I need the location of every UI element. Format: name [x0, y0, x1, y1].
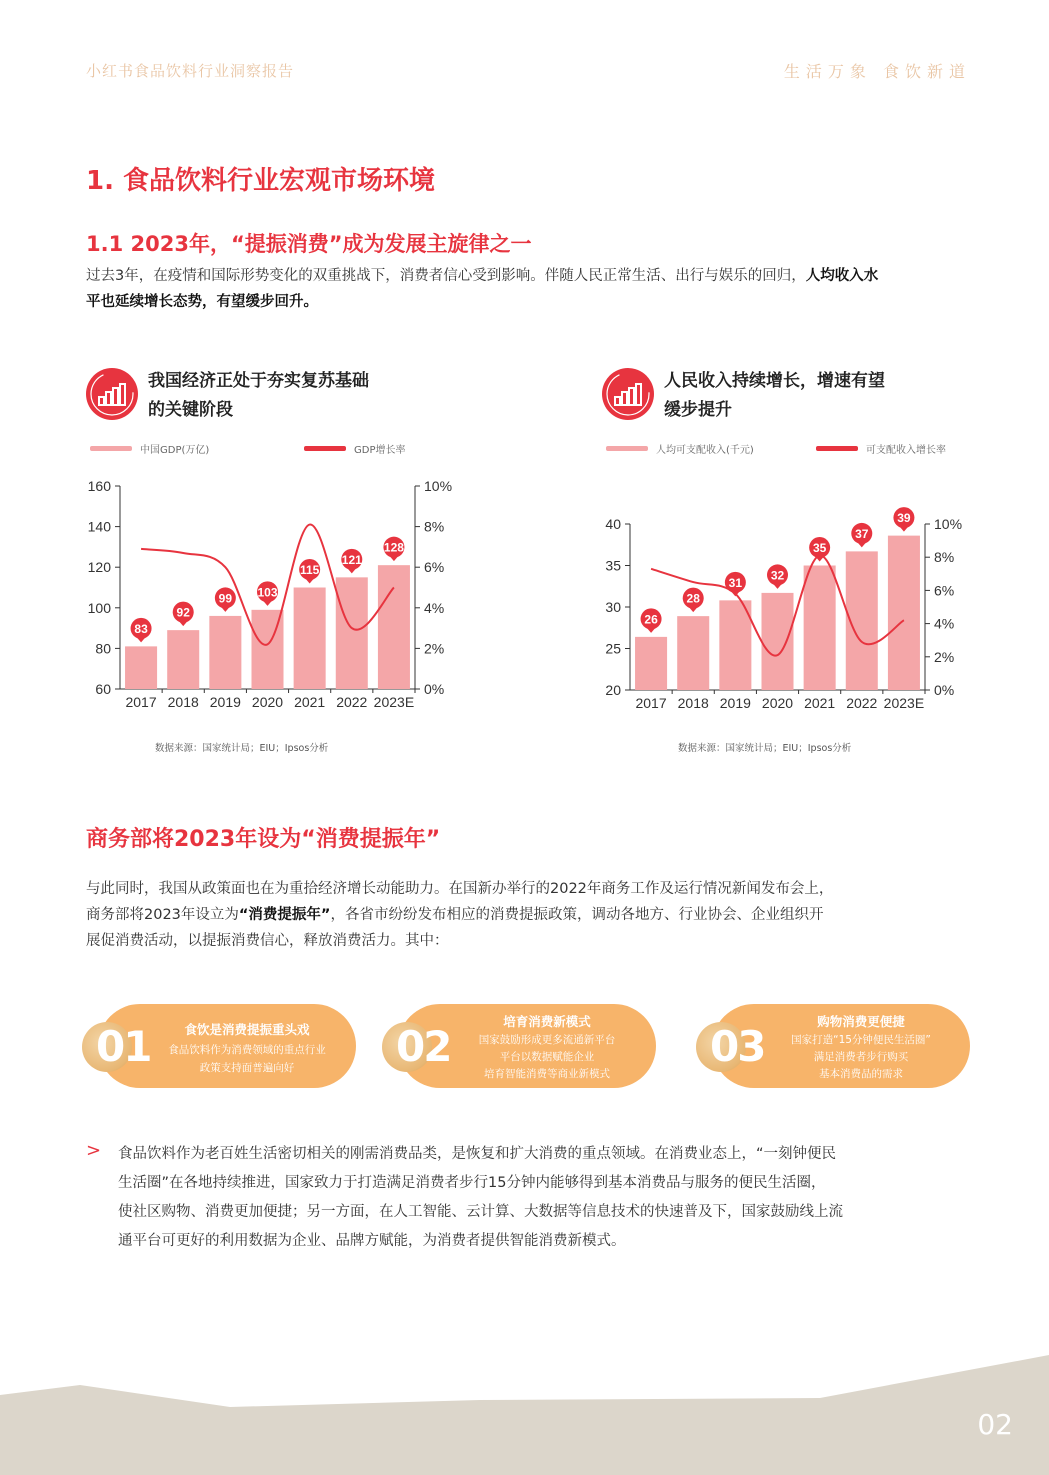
bar: [167, 630, 199, 689]
data-label: 39: [897, 511, 911, 526]
y2-tick-label: 2%: [424, 640, 445, 657]
x-tick-label: 2017: [125, 694, 157, 710]
card-line: 政策支持面普遍向好: [199, 1062, 295, 1074]
y-tick-label: 40: [605, 516, 621, 532]
y-tick-label: 20: [605, 682, 621, 698]
card-line: 培育智能消费等商业新模式: [484, 1068, 610, 1080]
card-number: 01: [96, 1022, 151, 1071]
x-tick-label: 2020: [761, 695, 794, 711]
intro-paragraph: [86, 263, 976, 315]
bullet-line: 使社区购物、消费更加便捷；另一方面，在人工智能、云计算、大数据等信息技术的快速普及下，国家鼓励线上流: [118, 1204, 843, 1220]
bar: [804, 566, 836, 691]
bar-chart-icon: [86, 368, 138, 420]
bar: [294, 588, 326, 690]
data-label: 31: [728, 575, 743, 590]
x-tick-label: 2022: [846, 695, 878, 711]
chart1-legend-bar: [90, 441, 209, 456]
data-label: 121: [341, 552, 362, 567]
intro-text: 过去3年，在疫情和国际形势变化的双重挑战下，消费者信心受到影响。伴随人民正常生活、出行与娱乐的回归，: [86, 268, 806, 284]
y2-tick-label: 0%: [424, 681, 445, 697]
bullet-line: 生活圈”在各地持续推进，国家致力于打造满足消费者步行15分钟内能够得到基本消费品与服务的便民生活圈，: [118, 1175, 826, 1191]
bar: [209, 616, 241, 689]
intro-bold-1: 人均收入水: [805, 268, 879, 284]
report-slogan: 生活万象 食饮新道: [783, 62, 971, 81]
y-tick-label: 100: [87, 599, 111, 616]
policy-card-1: [98, 1004, 356, 1088]
y2-tick-label: 8%: [934, 549, 955, 566]
x-tick-label: 2021: [294, 694, 326, 710]
y-tick-label: 160: [87, 478, 111, 494]
data-label: 92: [176, 605, 190, 620]
x-tick-label: 2023E: [883, 695, 925, 711]
card-line: 满足消费者步行购买: [813, 1051, 909, 1063]
gdp-chart: [80, 472, 480, 717]
card-title: 购物消费更便捷: [817, 1014, 905, 1029]
chart2-legend-bar: [606, 441, 754, 456]
chart2-title-line2: 缓步提升: [664, 400, 732, 420]
data-label: 35: [812, 541, 827, 555]
bullet-arrow-icon: >: [86, 1140, 102, 1161]
x-tick-label: 2019: [209, 694, 241, 710]
section2-line3: 展促消费活动，以提振消费信心，释放消费活力。其中：: [86, 933, 449, 949]
legend-bar-swatch: [90, 446, 132, 451]
card-title: 培育消费新模式: [503, 1014, 591, 1029]
y-tick-label: 60: [95, 681, 111, 697]
chart2-title-line1: 人民收入持续增长，增速有望: [664, 371, 885, 391]
bar: [888, 536, 920, 690]
y-tick-label: 35: [605, 557, 621, 574]
card-number: 02: [396, 1022, 451, 1071]
bar: [677, 616, 709, 690]
y2-tick-label: 6%: [934, 582, 955, 599]
data-label: 28: [686, 591, 700, 606]
data-label: 128: [383, 540, 404, 555]
legend-line-label: 可支配收入增长率: [866, 445, 946, 456]
chart1-title-line1: 我国经济正处于夯实复苏基础: [148, 371, 369, 391]
bar: [635, 637, 667, 690]
y2-tick-label: 0%: [934, 682, 955, 698]
card-number: 03: [710, 1022, 765, 1071]
x-tick-label: 2020: [251, 694, 284, 710]
y-tick-label: 80: [95, 640, 111, 657]
bar: [336, 577, 368, 689]
data-label: 37: [855, 526, 869, 541]
section2-title: 商务部将2023年设为“消费提振年”: [86, 827, 441, 852]
x-tick-label: 2018: [677, 695, 709, 711]
data-label: 26: [644, 612, 658, 627]
bullet-line: 食品饮料作为老百姓生活密切相关的刚需消费品类，是恢复和扩大消费的重点领域。在消费业态上，“一刻钟便民: [118, 1146, 837, 1162]
bar: [378, 565, 410, 689]
bar: [761, 593, 793, 690]
data-label: 83: [134, 621, 148, 636]
y2-tick-label: 8%: [424, 518, 445, 535]
y2-tick-label: 10%: [424, 478, 453, 494]
data-label: 32: [770, 568, 785, 583]
y-tick-label: 140: [87, 518, 111, 535]
y2-tick-label: 10%: [934, 516, 963, 532]
chart2-title: [664, 367, 885, 425]
data-label: 103: [257, 585, 278, 600]
policy-card-2: [398, 1004, 656, 1088]
bar: [125, 646, 157, 689]
report-title: 小红书食品饮料行业洞察报告: [86, 62, 295, 80]
bar: [719, 600, 751, 690]
x-tick-label: 2018: [167, 694, 199, 710]
section2-line2: [86, 902, 976, 928]
page-number: 02: [977, 1408, 1013, 1441]
section2-bold: “消费提振年”: [238, 907, 331, 923]
legend-bar-label: 人均可支配收入(千元): [656, 445, 754, 456]
legend-line-label: GDP增长率: [354, 445, 406, 456]
x-tick-label: 2022: [336, 694, 368, 710]
card-line: 食品饮料作为消费领域的重点行业: [168, 1044, 326, 1056]
sub-title: 1.1 2023年，“提振消费”成为发展主旋律之一: [86, 232, 532, 256]
legend-line-swatch: [304, 446, 346, 451]
section2-line2a: 商务部将2023年设立为: [86, 907, 239, 923]
y-tick-label: 25: [605, 640, 621, 657]
section2-paragraph: [86, 876, 976, 954]
card-line: 国家打造“15分钟便民生活圈”: [791, 1034, 931, 1046]
chart2-legend-line: [816, 441, 946, 456]
legend-bar-label: 中国GDP(万亿): [140, 445, 210, 456]
card-title: 食饮是消费提振重头戏: [184, 1022, 310, 1037]
section-title: 1. 食品饮料行业宏观市场环境: [86, 166, 436, 196]
chart1-title-line2: 的关键阶段: [148, 400, 233, 420]
card-line: 基本消费品的需求: [819, 1068, 903, 1080]
section2-line2c: ，各省市纷纷发布相应的消费提振政策，调动各地方、行业协会、企业组织开: [330, 907, 824, 923]
y2-tick-label: 4%: [934, 615, 955, 632]
policy-card-3: [712, 1004, 970, 1088]
y-tick-label: 30: [605, 599, 621, 615]
legend-bar-swatch: [606, 446, 648, 451]
chart2-source: 数据来源：国家统计局；EIU；Ipsos分析: [678, 743, 852, 754]
x-tick-label: 2021: [804, 695, 836, 711]
legend-line-swatch: [816, 446, 858, 451]
bullet-line: 通平台可更好的利用数据为企业、品牌方赋能，为消费者提供智能消费新模式。: [118, 1233, 626, 1249]
x-tick-label: 2023E: [373, 694, 415, 710]
data-label: 115: [299, 563, 320, 577]
x-tick-label: 2019: [719, 695, 751, 711]
bullet-paragraph: [118, 1140, 978, 1256]
footer-band: [0, 1355, 1049, 1475]
chart1-legend-line: [304, 441, 405, 456]
x-tick-label: 2017: [635, 695, 667, 711]
chart1-source: 数据来源：国家统计局；EIU；Ipsos分析: [155, 743, 329, 754]
y2-tick-label: 4%: [424, 599, 445, 616]
intro-bold-2: 平也延续增长态势，有望缓步回升。: [86, 294, 318, 310]
bar-chart-icon: [602, 368, 654, 420]
income-chart: [590, 500, 990, 717]
data-label: 99: [218, 591, 233, 606]
card-line: 平台以数据赋能企业: [499, 1051, 595, 1063]
y-tick-label: 120: [87, 559, 111, 576]
chart1-title: [148, 367, 369, 425]
card-line: 国家鼓励形成更多流通新平台: [478, 1034, 616, 1046]
y2-tick-label: 6%: [424, 559, 445, 576]
section2-line1: 与此同时，我国从政策面也在为重拾经济增长动能助力。在国新办举行的2022年商务工作及运行情况新闻发布会上，: [86, 881, 834, 897]
y2-tick-label: 2%: [934, 648, 955, 665]
